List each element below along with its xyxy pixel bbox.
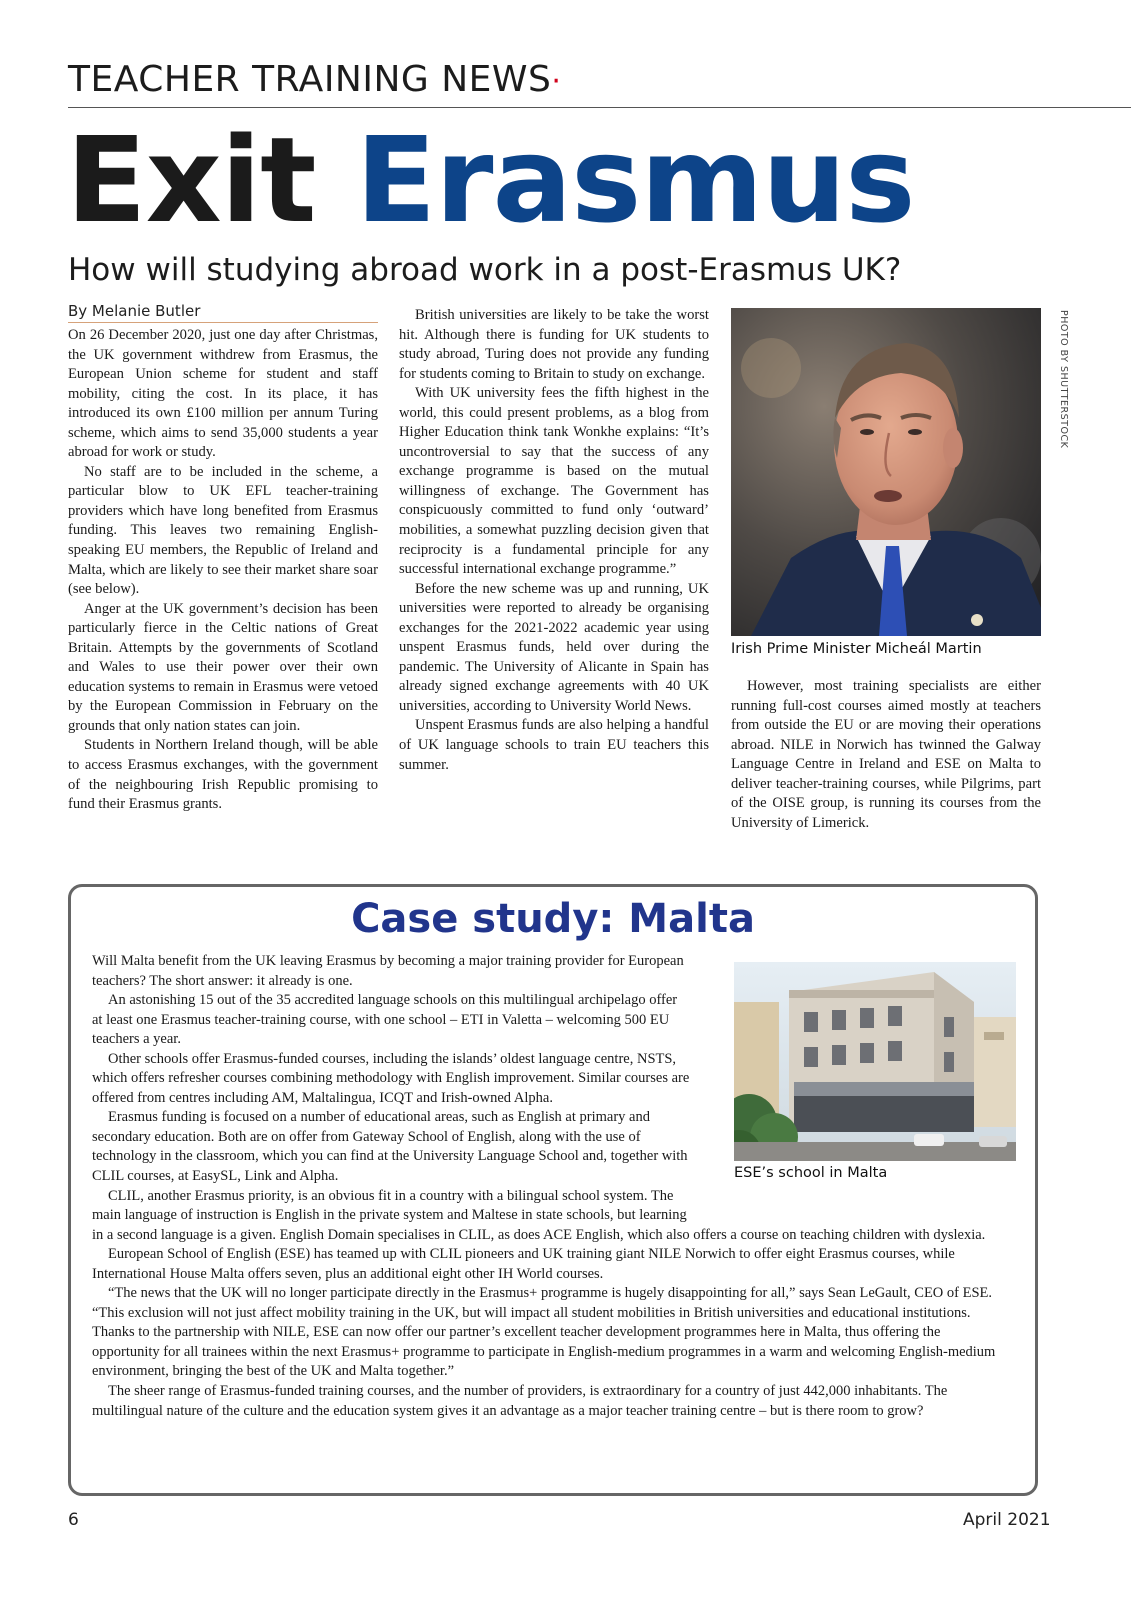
ese-school-photo — [734, 962, 1016, 1161]
paragraph: Erasmus funding is focused on a number of educational areas, such as English at primary and secondary education. Both are on offer from Gateway School of English, along with the use of technology in the classroom, which you can find at the University Language School and, together with CLIL courses, at EasySL, Link and Alpha. — [92, 1109, 688, 1185]
paragraph: Unspent Erasmus funds are also helping a handful of UK language schools to train EU teachers this summer. — [399, 717, 709, 773]
paragraph: “The news that the UK will no longer participate directly in the Erasmus+ programme is hugely disappointing for all,” says Sean LeGault, CEO of ESE. “This exclusion will not just affect mobility training in the UK, but will impact all student mobilities in British universities and educational institutions. Thanks to the partnership with NILE, ESE can now offer our partner’s excellent teacher development programmes here in Malta, thus offering the opportunity for all trainees within the next Erasmus+ programme to participate in English-medium programmes in a warm and welcoming English-medium environment, bringing the best of the UK and Malta together.” — [92, 1285, 996, 1380]
header-rule — [68, 107, 1131, 108]
paragraph: Students in Northern Ireland though, will be able to access Erasmus exchanges, with the government of the neighbouring Irish Republic promising to fund their Erasmus grants. — [68, 737, 378, 813]
paragraph: With UK university fees the fifth highest in the world, this could present problems, as a blog from Higher Education think tank Wonkhe explains: “It’s uncontroversial to say that the success of any exchange programme is based on the mutual willingness of exchange. The Government has conspicuously committed to fund only ‘outward’ mobilities, a somewhat puzzling decision given that reciprocity is a fundamental principle for any successful international exchange programme.” — [399, 385, 709, 578]
article-column-1 — [68, 326, 378, 815]
article-column-3 — [731, 677, 1041, 833]
paragraph: The sheer range of Erasmus-funded training courses, and the number of providers, is extraordinary for a country of just 442,000 inhabitants. The multilingual nature of the culture and the education system gives it an advantage as a major teacher training centre – but is there room to grow? — [92, 1383, 948, 1419]
article-title — [66, 110, 915, 250]
paragraph: Will Malta benefit from the UK leaving Erasmus by becoming a major training provider for European teachers? The short answer: it already is one. — [92, 953, 684, 989]
ese-photo-caption: ESE’s school in Malta — [734, 1165, 888, 1181]
paragraph: Anger at the UK government’s decision has been particularly fierce in the Celtic nations of Great Britain. Attempts by the governments of Scotland and Wales to use their power over their own education systems to remain in Erasmus were vetoed by the European Commission in February on the grounds that only nation states can join. — [68, 600, 378, 734]
portrait-illustration — [731, 308, 1041, 636]
paragraph: However, most training specialists are either running full-cost courses aimed mostly at teachers from outside the EU or are moving their operations abroad. NILE in Norwich has twinned the Galway Language Centre in Ireland and ESE on Malta to deliver teacher-training courses, while Pilgrims, part of the OISE group, is running its courses from the University of Limerick. — [731, 678, 1041, 831]
prime-minister-photo — [731, 308, 1041, 636]
section-dot: · — [551, 64, 562, 99]
title-word-exit: Exit — [66, 111, 316, 249]
page-number: 6 — [68, 1510, 79, 1530]
article-subtitle: How will studying abroad work in a post-Erasmus UK? — [68, 252, 902, 288]
section-header — [68, 60, 561, 102]
section-label: TEACHER TRAINING NEWS — [68, 59, 552, 100]
case-study-title: Case study: Malta — [351, 896, 755, 942]
paragraph: Before the new scheme was up and running, UK universities were reported to already be organising exchanges for the 2021-2022 academic year using unspent Erasmus funds, held over during the pandemic. The University of Alicante in Spain has already signed exchange agreements with 40 UK universities, according to University World News. — [399, 580, 709, 714]
building-illustration — [734, 962, 1016, 1161]
photo-caption: Irish Prime Minister Micheál Martin — [731, 641, 982, 657]
issue-date: April 2021 — [963, 1510, 1051, 1530]
paragraph: British universities are likely to be take the worst hit. Although there is funding for UK students to study abroad, Turing does not provide any funding for students coming to Britain to study on exchange. — [399, 307, 709, 382]
title-word-erasmus: Erasmus — [355, 111, 915, 249]
byline: By Melanie Butler — [68, 301, 378, 323]
paragraph: No staff are to be included in the scheme, a particular blow to UK EFL teacher-training providers which have long benefited from Erasmus funding. This leaves two remaining English-speaking EU members, the Republic of Ireland and Malta, which are likely to see their market share soar (see below). — [68, 463, 378, 598]
photo-credit: PHOTO BY SHUTTERSTOCK — [1058, 310, 1069, 449]
article-column-2 — [399, 306, 709, 775]
paragraph: On 26 December 2020, just one day after Christmas, the UK government withdrew from Erasmus, the European Union scheme for student and staff mobility, citing the cost. In its place, it has introduced its own £100 million per annum Turing scheme, which aims to send 35,000 students a year abroad for work or study. — [68, 327, 378, 461]
paragraph: Other schools offer Erasmus-funded courses, including the islands’ oldest language centre, NSTS, which offers refresher courses combining methodology with English improvement. Similar courses are offered from centres including AM, Maltalingua, ICQT and Irish-owned Alpha. — [92, 1050, 690, 1106]
paragraph: European School of English (ESE) has teamed up with CLIL pioneers and UK training giant NILE Norwich to offer eight Erasmus courses, while International House Malta offers seven, plus an additional eight other IH World courses. — [92, 1246, 955, 1282]
paragraph: CLIL, another Erasmus priority, is an obvious fit in a country with a bilingual school system. The main language of instruction is English in the private system and Maltese in state schools, but learning in a second language is a given. English Domain specialises in CLIL, as does ACE English, which also offers a course on teaching children with dyslexia. — [92, 1187, 986, 1243]
paragraph: An astonishing 15 out of the 35 accredited language schools on this multilingual archipelago offer at least one Erasmus teacher-training course, with one school – ETI in Valetta – welcoming 500 EU teachers a year. — [92, 992, 678, 1048]
